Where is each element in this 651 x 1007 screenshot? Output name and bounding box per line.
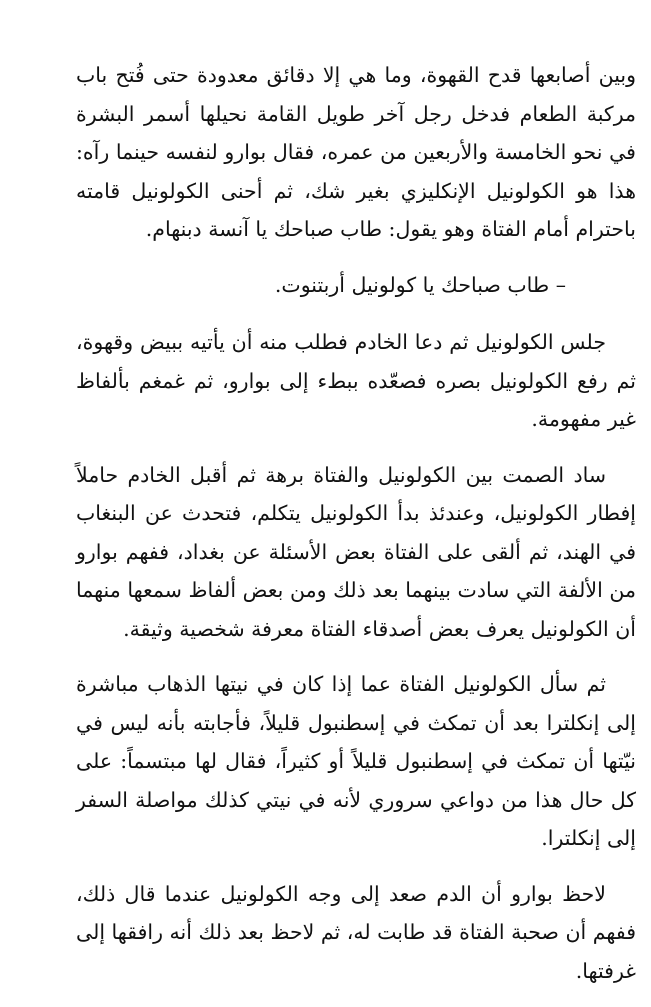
paragraph-colonel-orders: جلس الكولونيل ثم دعا الخادم فطلب منه أن يأتيه ببيض وقهوة، ثم رفع الكولونيل بصره فصعّده ببطء إلى بوارو، ثم غمغم بألفاظ غير مفهومة. <box>76 330 636 431</box>
paragraph-poirot-notices: لاحظ بوارو أن الدم صعد إلى وجه الكولونيل عندما قال ذلك، ففهم أن صحبة الفتاة قد طابت له، ثم لاحظ بعد ذلك أنه رافقها إلى غرفتها. <box>76 881 636 983</box>
paragraph-colonel-enters: وبين أصابعها قدح القهوة، وما هي إلا دقائق معدودة حتى فُتح باب مركبة الطعام فدخل رجل آخر طويل القامة نحيلها أسمر البشرة في نحو الخامسة والأربعين من عمره، فقال بوارو لنفسه حينما رآه: هذا هو الكولونيل الإنكليزي بغير شك، ثم أحنى الكولونيل قامته باحترام أمام الفتاة وهو يقول: طاب صباحك يا آنسة دبنهام. <box>76 63 636 241</box>
paragraph-silence-conversation: ساد الصمت بين الكولونيل والفتاة برهة ثم أقبل الخادم حاملاً إفطار الكولونيل، وعندئذ بدأ الكولونيل يتكلم، فتحدث عن البنغاب في الهند، ثم ألقى على الفتاة بعض الأسئلة عن بغداد، ففهم بوارو من الألفة التي سادت بينهما بعد ذلك ومن بعض ألفاظ سمعها منهما أن الكولونيل يعرف بعض أصدقاء الفتاة معرفة شخصية وثيقة. <box>76 462 636 641</box>
paragraph-dialogue-reply: – طاب صباحك يا كولونيل أربتنوت. <box>274 272 566 297</box>
paragraph-travel-plans: ثم سأل الكولونيل الفتاة عما إذا كان في نيتها الذهاب مباشرة إلى إنكلترا بعد أن تمكث في إسطنبول قليلاً، فأجابته بأنه ليس في نيّتها أن تمكث في إسطنبول قليلاً أو كثيراً، فقال لها مبتسماً: على كل حال هذا من دواعي سروري لأنه في نيتي كذلك مواصلة السفر إلى إنكلترا. <box>76 672 636 850</box>
book-page-text <box>76 56 636 1007</box>
